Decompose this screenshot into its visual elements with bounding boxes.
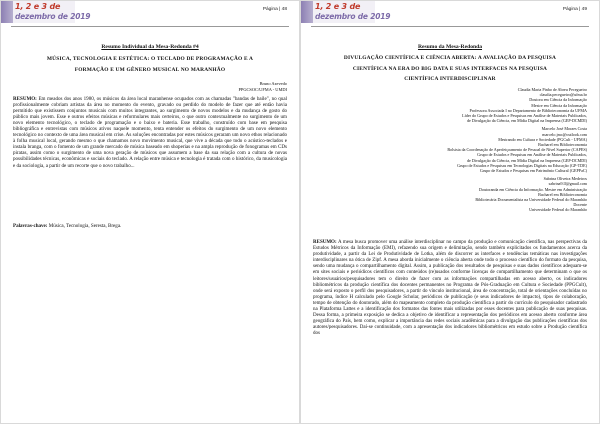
heading-line: MÚSICA, TECNOLOGIA E ESTÉTICA: O TECLADO DE PROGRAMAÇÃO E A bbox=[46, 56, 254, 62]
author-line: Doutora em Ciência da Informação bbox=[529, 97, 587, 103]
author-line: Líder do Grupo de Estudos e Pesquisas em Análise de Materiais Publicados, bbox=[462, 113, 587, 119]
author-line: Professora Associada I no Departamento de Biblioteconomia da UFMA bbox=[469, 107, 587, 113]
author-line: Sabrina Oliveira Medeiros bbox=[543, 176, 587, 182]
banner-dates-text: 1, 2 e 3 de bbox=[315, 2, 361, 11]
author-line: Bolsista da Coordenação de Aperfeiçoamento de Pessoal de Nível Superior (CAPES) bbox=[447, 147, 587, 153]
keywords bbox=[13, 223, 287, 229]
author-line: de Divulgação da Ciência, em Mídia Digital na Imprensa (GEP-DCMDI) bbox=[466, 157, 587, 163]
heading-line: FORMAÇÃO E UM GÊNERO MUSICAL NO MARANHÃO bbox=[74, 66, 226, 73]
author-line: Universidade Federal do Maranhão bbox=[529, 207, 587, 213]
author-line: marcelo.jmc@outlook.com bbox=[542, 131, 587, 137]
author-line: Grupo de Estudos e Pesquisas em Análise de Materiais Publicados, bbox=[477, 152, 587, 158]
heading-line: CIENTÍFICA INTERDISCIPLINAR bbox=[404, 76, 496, 82]
author-line: Marcelo José Moraes Costa bbox=[541, 126, 587, 132]
section-title: Resumo Individual da Mesa-Redonda #4 bbox=[101, 44, 199, 50]
abstract-label: RESUMO: bbox=[13, 96, 37, 102]
author-line: Grupo de Estudos e Pesquisas em Patrimônio Cultural (GEPPaC) bbox=[479, 168, 587, 174]
author-line: Doutoranda em Ciência da Informação. Mestre em Administração bbox=[479, 186, 587, 192]
author-3 bbox=[367, 176, 587, 212]
author-1 bbox=[367, 87, 587, 123]
banner-dates bbox=[315, 2, 390, 22]
author-block bbox=[67, 81, 287, 92]
author-line: Mestre em Ciência da Informação bbox=[531, 102, 587, 108]
author-line: Bacharel em Biblioteconomia bbox=[538, 191, 587, 197]
banner-stripe bbox=[1, 1, 13, 23]
event-banner-logo bbox=[1, 1, 91, 23]
keywords-text: Música, Tecnologia, Seresta, Brega. bbox=[48, 223, 122, 229]
banner-stripe bbox=[301, 1, 313, 23]
author-affiliation: PPGCSOC/UFMA - UMDI bbox=[238, 86, 287, 92]
abstract-label: RESUMO: bbox=[313, 240, 337, 245]
section-title: Resumo da Mesa-Redonda bbox=[417, 44, 483, 50]
event-banner-logo bbox=[301, 1, 391, 23]
banner-month-text: dezembro de 2019 bbox=[315, 12, 391, 21]
abstract-text: Em meados dos anos 1980, os músicos da área local maranhense ocupados com as chamadas "bandas de baile", no qual profissionalmente cobriam artistas da área no momento do evento, gravado ou perdido do modelo de fazer que até então havia permitido que existissem conjuntos musicais com muitos integrantes, ao surgimento de novos modelos e da mudança de gosto do público mais jovem. Esse e outros efeitos músicas e reformulares mais certeiros, o que outro contextualmente no surgimento de um novo elemento tecnológico, o teclado de programação e o baixo e bateria. Esse trabalho, construído com base em pesquisa bibliográfica e entrevistas com músicos ativos naquele momento, tenta entender os efeitos do surgimento de um novo elemento tecnológico no contexto de uma área musical em crise. As soluções encontradas por estes músicos geraram um novo ethos relacionado à folha musical local, gerando mesmo o que chamamos novo movimento musical, que vive a década que todo o acústico-teclados e instala branga, com o fomento de um grande mercado de música baseado em shoperias e na ampla reprodução de fonogramas em CDs piratas, assim como o surgimento de uma nova geração de músicos que assumem a base da sua relação com a cultura de novas possibilidades técnicas, econômicas e sociais do teclado. A relação entre música e tecnologia é tratada com o histórico, da musicologia e da sociologia, a partir de um recorte que o novo trabalho... bbox=[13, 96, 287, 169]
keywords-label: Palavras-chave: bbox=[13, 223, 48, 229]
author-line: Bibliotecária Documentalista na Universidade Federal do Maranhão bbox=[475, 197, 587, 203]
document-page-right bbox=[301, 1, 599, 423]
author-name: Bruno Azevedo bbox=[259, 81, 287, 86]
abstract-heading bbox=[313, 53, 587, 85]
author-line: de Divulgação da Ciência, em Mídia Digital na Imprensa (GEP-DCMDI) bbox=[466, 118, 587, 124]
heading-line: CIENTÍFICA NA ERA DO BIG DATA E SUAS INTERFACES NA PESQUISA bbox=[352, 65, 548, 72]
author-line: claudia.pecegueiro@ufma.br bbox=[539, 92, 587, 98]
banner-dates bbox=[15, 2, 90, 22]
banner-dates-text: 1, 2 e 3 de bbox=[15, 2, 61, 11]
author-line: sabrina9.ll@gmail.com bbox=[548, 181, 587, 187]
author-block bbox=[367, 87, 587, 213]
abstract-body bbox=[13, 96, 287, 169]
abstract-body bbox=[313, 240, 587, 338]
page-number: Página | 48 bbox=[262, 7, 287, 12]
heading-line: DIVULGAÇÃO CIENTÍFICA E CIÊNCIA ABERTA: A AVALIAÇÃO DA PESQUISA bbox=[343, 55, 557, 61]
author-2 bbox=[367, 126, 587, 173]
banner-month-text: dezembro de 2019 bbox=[15, 12, 91, 21]
author-line: Grupo de Estudos e Pesquisas em Tecnologias Digitais na Educação (GP-TDE) bbox=[457, 162, 587, 168]
abstract-heading bbox=[17, 54, 283, 75]
author-line: Claudia Maria Pinho de Abreu Pecegueiro bbox=[517, 87, 587, 92]
header-divider bbox=[11, 26, 289, 27]
page-number: Página | 49 bbox=[562, 7, 587, 12]
abstract-text: A mesa busca promover uma análise interdisciplinar no campo da produção e comunicação científica, nas perspectivas da Estudos Métricos da Informação (EMI), refazendo sua origem e delimitação, sendo também explicitados os fundamentos acerca da produtividade, a partir da Lei de Produtividade de Lotka, além de discorrer as interfaces e tendências temáticas nas investigações interdisciplinares na ótica de Zipf. A mesa aborda inicialmente o ciência aberta onde todo o processo científico do formato da pesquisa, sendo uma mudança o compartilhamento digital. Assim, a publicação dos resultados de pesquisas e suas dados científicos adequam-se em sites sociais e periódicos científicos com conteúdos (re)usados conforme licenças de compartilhamento que determinam o que os leitores/usuários/pesquisadores tem o direito de fazer com as informações compartilhadas em acesso aberto, os indicadores bibliométricos da produção científica dos docentes permanentes no Programa de Pós-Graduação em Cultura e Sociedade (PPGCult), onde será exposto o perfil dos pesquisadores, a partir do vínculo institucional, área de concentração, total de orientações concluídas no programa, índice H calculado pelo Google Scholar, periódicos de publicação (e seus indicadores de impacto), tipos de colaboração, tempo de obtenção do doutorado, além do mapeamento completo da produção científica a partir do currículo do pesquisador cadastrado na Plataforma Lattes e a identificação dos formatos das fontes mais utilizadas por esses docentes para publicação de suas pesquisas. Dessa forma, a primeira exposição se dedica a objetivo de identificar a representação dos periódicos em acesso aberto conforme área geográfica do País, bem como, explicar a importância das redes sociais acadêmicas para a divulgação das publicações científicas dos autores/pesquisadores. Daí-se continuidade, com a apresentação dos indicadores bibliométricos em estudo sobre a Produção científica dos bbox=[313, 240, 587, 337]
author-line: Mestrando em Cultura e Sociedade (PGCult - UFMA) bbox=[498, 136, 587, 142]
author-line: Bacharel em Biblioteconomia bbox=[538, 142, 587, 148]
author-line: Docente bbox=[573, 202, 587, 208]
document-page-left bbox=[1, 1, 299, 423]
header-divider bbox=[311, 26, 589, 27]
